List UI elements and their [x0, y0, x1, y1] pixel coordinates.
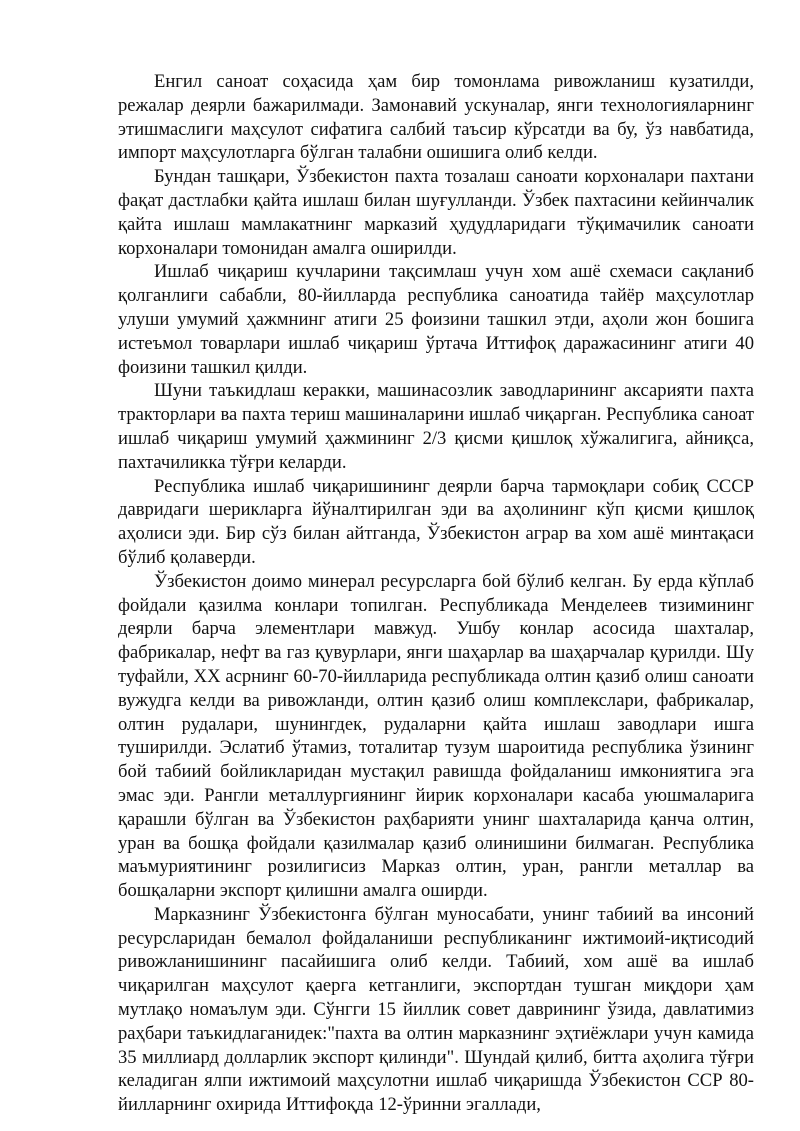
- paragraph-3: Ишлаб чиқариш кучларини тақсимлаш учун хом ашё схемаси сақланиб қолганлиги сабабли, 80-йилларда республика саноатида тайёр маҳсулотлар улуши умумий ҳажмнинг атиги 25 фоизини ташкил этди, аҳоли жон бошига истеъмол товарлари ишлаб чиқариш ўртача Иттифоқ даражасининг атиги 40 фоизини ташкил қилди.: [118, 261, 754, 378]
- paragraph-7: Марказнинг Ўзбекистонга бўлган муносабати, унинг табиий ва инсоний ресурсларидан бемалол фойдаланиши республиканинг ижтимоий-иқтисодий ривожланишининг пасайишига олиб келди. Табиий, хом ашё ва ишлаб чиқарилган маҳсулот қаерга кетганлиги, экспортдан тушган миқдори ҳам мутлақо номаълум эди. Сўнгги 15 йиллик совет даврининг ўзида, давлатимиз раҳбари таъкидлаганидек:"пахта ва олтин марказнинг эҳтиёжлари учун камида 35 миллиард долларлик экспорт қилинди". Шундай қилиб, битта аҳолига тўғри келадиган ялпи ижтимоий маҳсулотни ишлаб чиқаришда Ўзбекистон ССР 80-йилларнинг охирида Иттифоқда 12-ўринни эгаллади,: [118, 903, 754, 1116]
- paragraph-2: Бундан ташқари, Ўзбекистон пахта тозалаш саноати корхоналари пахтани фақат дастлабки қайта ишлаш билан шуғулланди. Ўзбек пахтасини кейинчалик қайта ишлаш мамлакатнинг марказий ҳудудларидаги тўқимачилик саноати корхоналари томонидан амалга оширилди.: [118, 166, 754, 259]
- paragraph-5: Республика ишлаб чиқаришининг деярли барча тармоқлари собиқ СССР давридаги шерикларга йўналтирилган эди ва аҳолининг кўп қисми қишлоқ аҳолиси эди. Бир сўз билан айтганда, Ўзбекистон аграр ва хом ашё минтақаси бўлиб қолаверди.: [118, 475, 754, 568]
- document-page: [118, 70, 754, 1117]
- paragraph-4: Шуни таъкидлаш керакки, машинасозлик заводларининг аксарияти пахта тракторлари ва пахта териш машиналарини ишлаб чиқарган. Республика саноат ишлаб чиқариш умумий ҳажмининг 2/3 қисми қишлоқ хўжалигига, айниқса, пахтачиликка тўғри келарди.: [118, 380, 754, 473]
- paragraph-6: Ўзбекистон доимо минерал ресурсларга бой бўлиб келган. Бу ерда кўплаб фойдали қазилма конлари топилган. Республикада Менделеев тизимининг деярли барча элементлари мавжуд. Ушбу конлар асосида шахталар, фабрикалар, нефт ва газ қувурлари, янги шаҳарлар ва шаҳарчалар қурилди. Шу туфайли, XX асрнинг 60-70-йилларида республикада олтин қазиб олиш саноати вужудга келди ва ривожланди, олтин қазиб олиш комплекслари, фабрикалар, олтин рудалари, шунингдек, рудаларни қайта ишлаш заводлари ишга туширилди. Эслатиб ўтамиз, тоталитар тузум шароитида республика ўзининг бой табиий бойликларидан мустақил равишда фойдаланиш имкониятига эга эмас эди. Рангли металлургиянинг йирик корхоналари касаба уюшмаларига қарашли бўлган ва Ўзбекистон раҳбарияти унинг шахталарида қанча олтин, уран ва бошқа фойдали қазилмалар қазиб олинишини билмаган. Республика маъмуриятининг розилигисиз Марказ олтин, уран, рангли металлар ва бошқаларни экспорт қилишни амалга оширди.: [118, 570, 754, 902]
- paragraph-1: Енгил саноат соҳасида ҳам бир томонлама ривожланиш кузатилди, режалар деярли бажарилмади. Замонавий ускуналар, янги технологияларнинг этишмаслиги маҳсулот сифатига салбий таъсир кўрсатди ва бу, ўз навбатида, импорт маҳсулотларга бўлган талабни ошишига олиб келди.: [118, 71, 754, 164]
